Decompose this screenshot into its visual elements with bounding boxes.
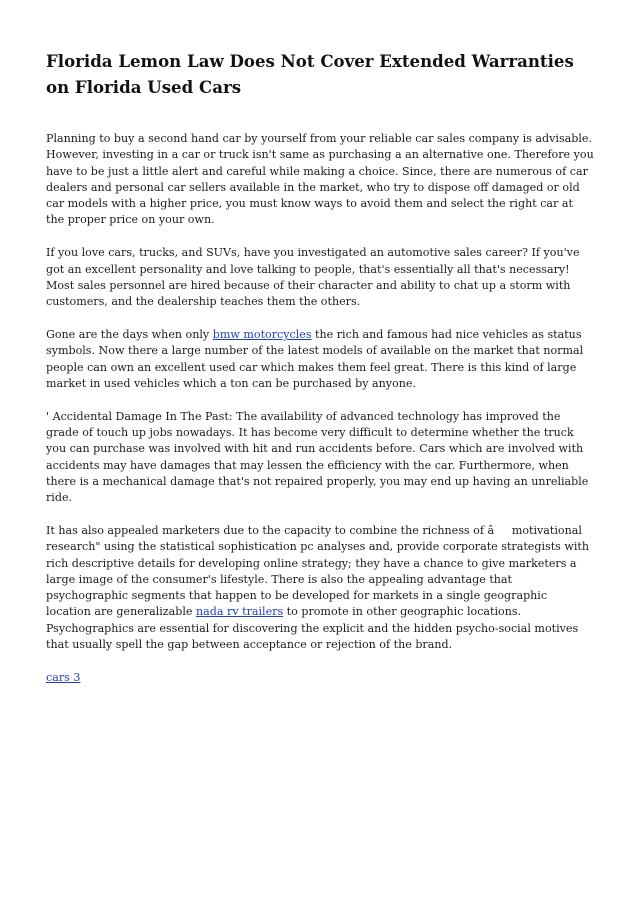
document-page (46, 48, 594, 703)
paragraph-text: It has also appealed marketers due to the capacity to combine the richness of âmotivational research" using the statistical sophistication pc analyses and, provide corporate strategists with rich descriptive details for developing online strategy; they have a chance to give marketers a large image of the consumer's lifestyle. There is also the appealing advantage that psychographic segments that happen to be developed for markets in a single geographic location are generalizable (46, 523, 590, 619)
paragraph-text: to promote in other geographic locations. Psychographics are essential for discovering the explicit and the hidden psycho-social motives that usually spell the gap between acceptance or rejection of the brand. (46, 605, 579, 652)
paragraph-accidental-damage: ' Accidental Damage In The Past: The availability of advanced technology has improved the grade of touch up jobs nowadays. It has become very difficult to determine whether the truck you can purchase was involved with hit and run accidents before. Cars which are involved with accidents may have damages that may lessen the efficiency with the car. Furthermore, when there is a mechanical damage that's not repaired properly, you may end up having an unreliable ride. (46, 409, 589, 505)
paragraph-text: Gone are the days when only (46, 327, 213, 341)
paragraph-text: the rich and famous had nice vehicles as status symbols. Now there a large number of the latest models of available on the market that normal people can own an excellent used car which makes them feel great. There is this kind of large market in used vehicles which a ton can be purchased by anyone. (46, 327, 584, 390)
paragraph-status-symbols (46, 327, 594, 392)
paragraph-psychographics (46, 523, 594, 653)
paragraph-sales-career: If you love cars, trucks, and SUVs, have you investigated an automotive sales career? If you've got an excellent personality and love talking to people, that's essentially all that's necessary! Most sales personnel are hired because of their character and ability to chat up a storm with customers, and the dealership teaches them the others. (46, 246, 580, 309)
nada-rv-trailers-link[interactable]: nada rv trailers (196, 605, 284, 619)
document-title: Florida Lemon Law Does Not Cover Extended Warranties on Florida Used Cars (46, 51, 574, 97)
bmw-motorcycles-link[interactable]: bmw motorcycles (212, 327, 312, 341)
footer-paragraph (46, 670, 594, 686)
cars-3-link[interactable]: cars 3 (46, 670, 81, 684)
paragraph-intro: Planning to buy a second hand car by yourself from your reliable car sales company is advisable. However, investing in a car or truck isn't same as purchasing a an alternative one. Therefore you have to be just a little alert and careful while making a choice. Since, there are numerous of car dealers and personal car sellers available in the market, who try to dispose off damaged or old car models with a higher price, you must know ways to avoid them and select the right car at the proper price on your own. (46, 132, 594, 227)
